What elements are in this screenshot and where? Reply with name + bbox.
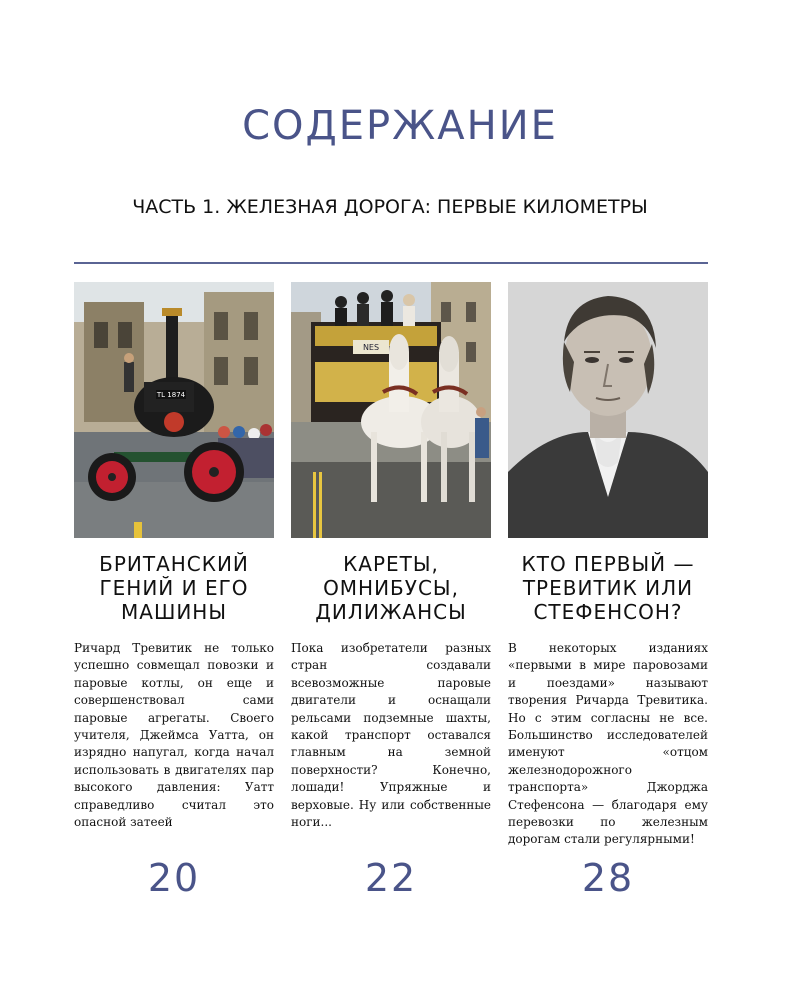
article-text: Пока изобретатели разных стран создавали всевозможные паровые двигатели и оснащали рельсами подземные шахты, какой транспорт оставался главным на земной поверхности? Конечно, лошади! Упряжные и верховые. Ну или собственные ноги... bbox=[291, 641, 491, 830]
article-column-3 bbox=[508, 282, 708, 849]
engine-plate-text: TL 1874 bbox=[156, 391, 186, 399]
photo-steam-traction-engine bbox=[74, 282, 274, 538]
divider-rule bbox=[74, 262, 708, 264]
page-title: СОДЕРЖАНИЕ bbox=[242, 103, 558, 149]
photo-horse-drawn-coach bbox=[291, 282, 491, 538]
article-column-1 bbox=[74, 282, 274, 831]
article-text: Ричард Тревитик не только успешно совмещал повозки и паровые котлы, он еще и совершенствовал сами паровые агрегаты. Своего учителя, Джеймса Уатта, он изрядно напугал, когда начал использовать в двигателях пар высокого давления: Уатт справедливо считал это опасной затеей bbox=[74, 641, 274, 830]
article-heading: КТО ПЕРВЫЙ — ТРЕВИТИК ИЛИ СТЕФЕНСОН? bbox=[521, 552, 695, 624]
portrait-engraving bbox=[508, 282, 708, 538]
part-heading: ЧАСТЬ 1. ЖЕЛЕЗНАЯ ДОРОГА: ПЕРВЫЕ КИЛОМЕТРЫ bbox=[132, 196, 648, 218]
page-number[interactable]: 20 bbox=[147, 856, 201, 900]
coach-sign-text: NES bbox=[362, 343, 380, 352]
page-number[interactable]: 22 bbox=[364, 856, 418, 900]
article-text: В некоторых изданиях «первыми в мире паровозами и поездами» называют творения Ричарда Тревитика. Но с этим согласны не все. Большинство исследователей именуют «отцом железнодорожного транспорта» Джорджа Стефенсона — благодаря ему перевозки по железным дорогам стали регулярными! bbox=[508, 641, 708, 847]
article-heading: БРИТАНСКИЙ ГЕНИЙ И ЕГО МАШИНЫ bbox=[99, 552, 249, 624]
article-column-2 bbox=[291, 282, 491, 831]
page-number[interactable]: 28 bbox=[581, 856, 635, 900]
article-heading: КАРЕТЫ, ОМНИБУСЫ, ДИЛИЖАНСЫ bbox=[315, 552, 467, 624]
